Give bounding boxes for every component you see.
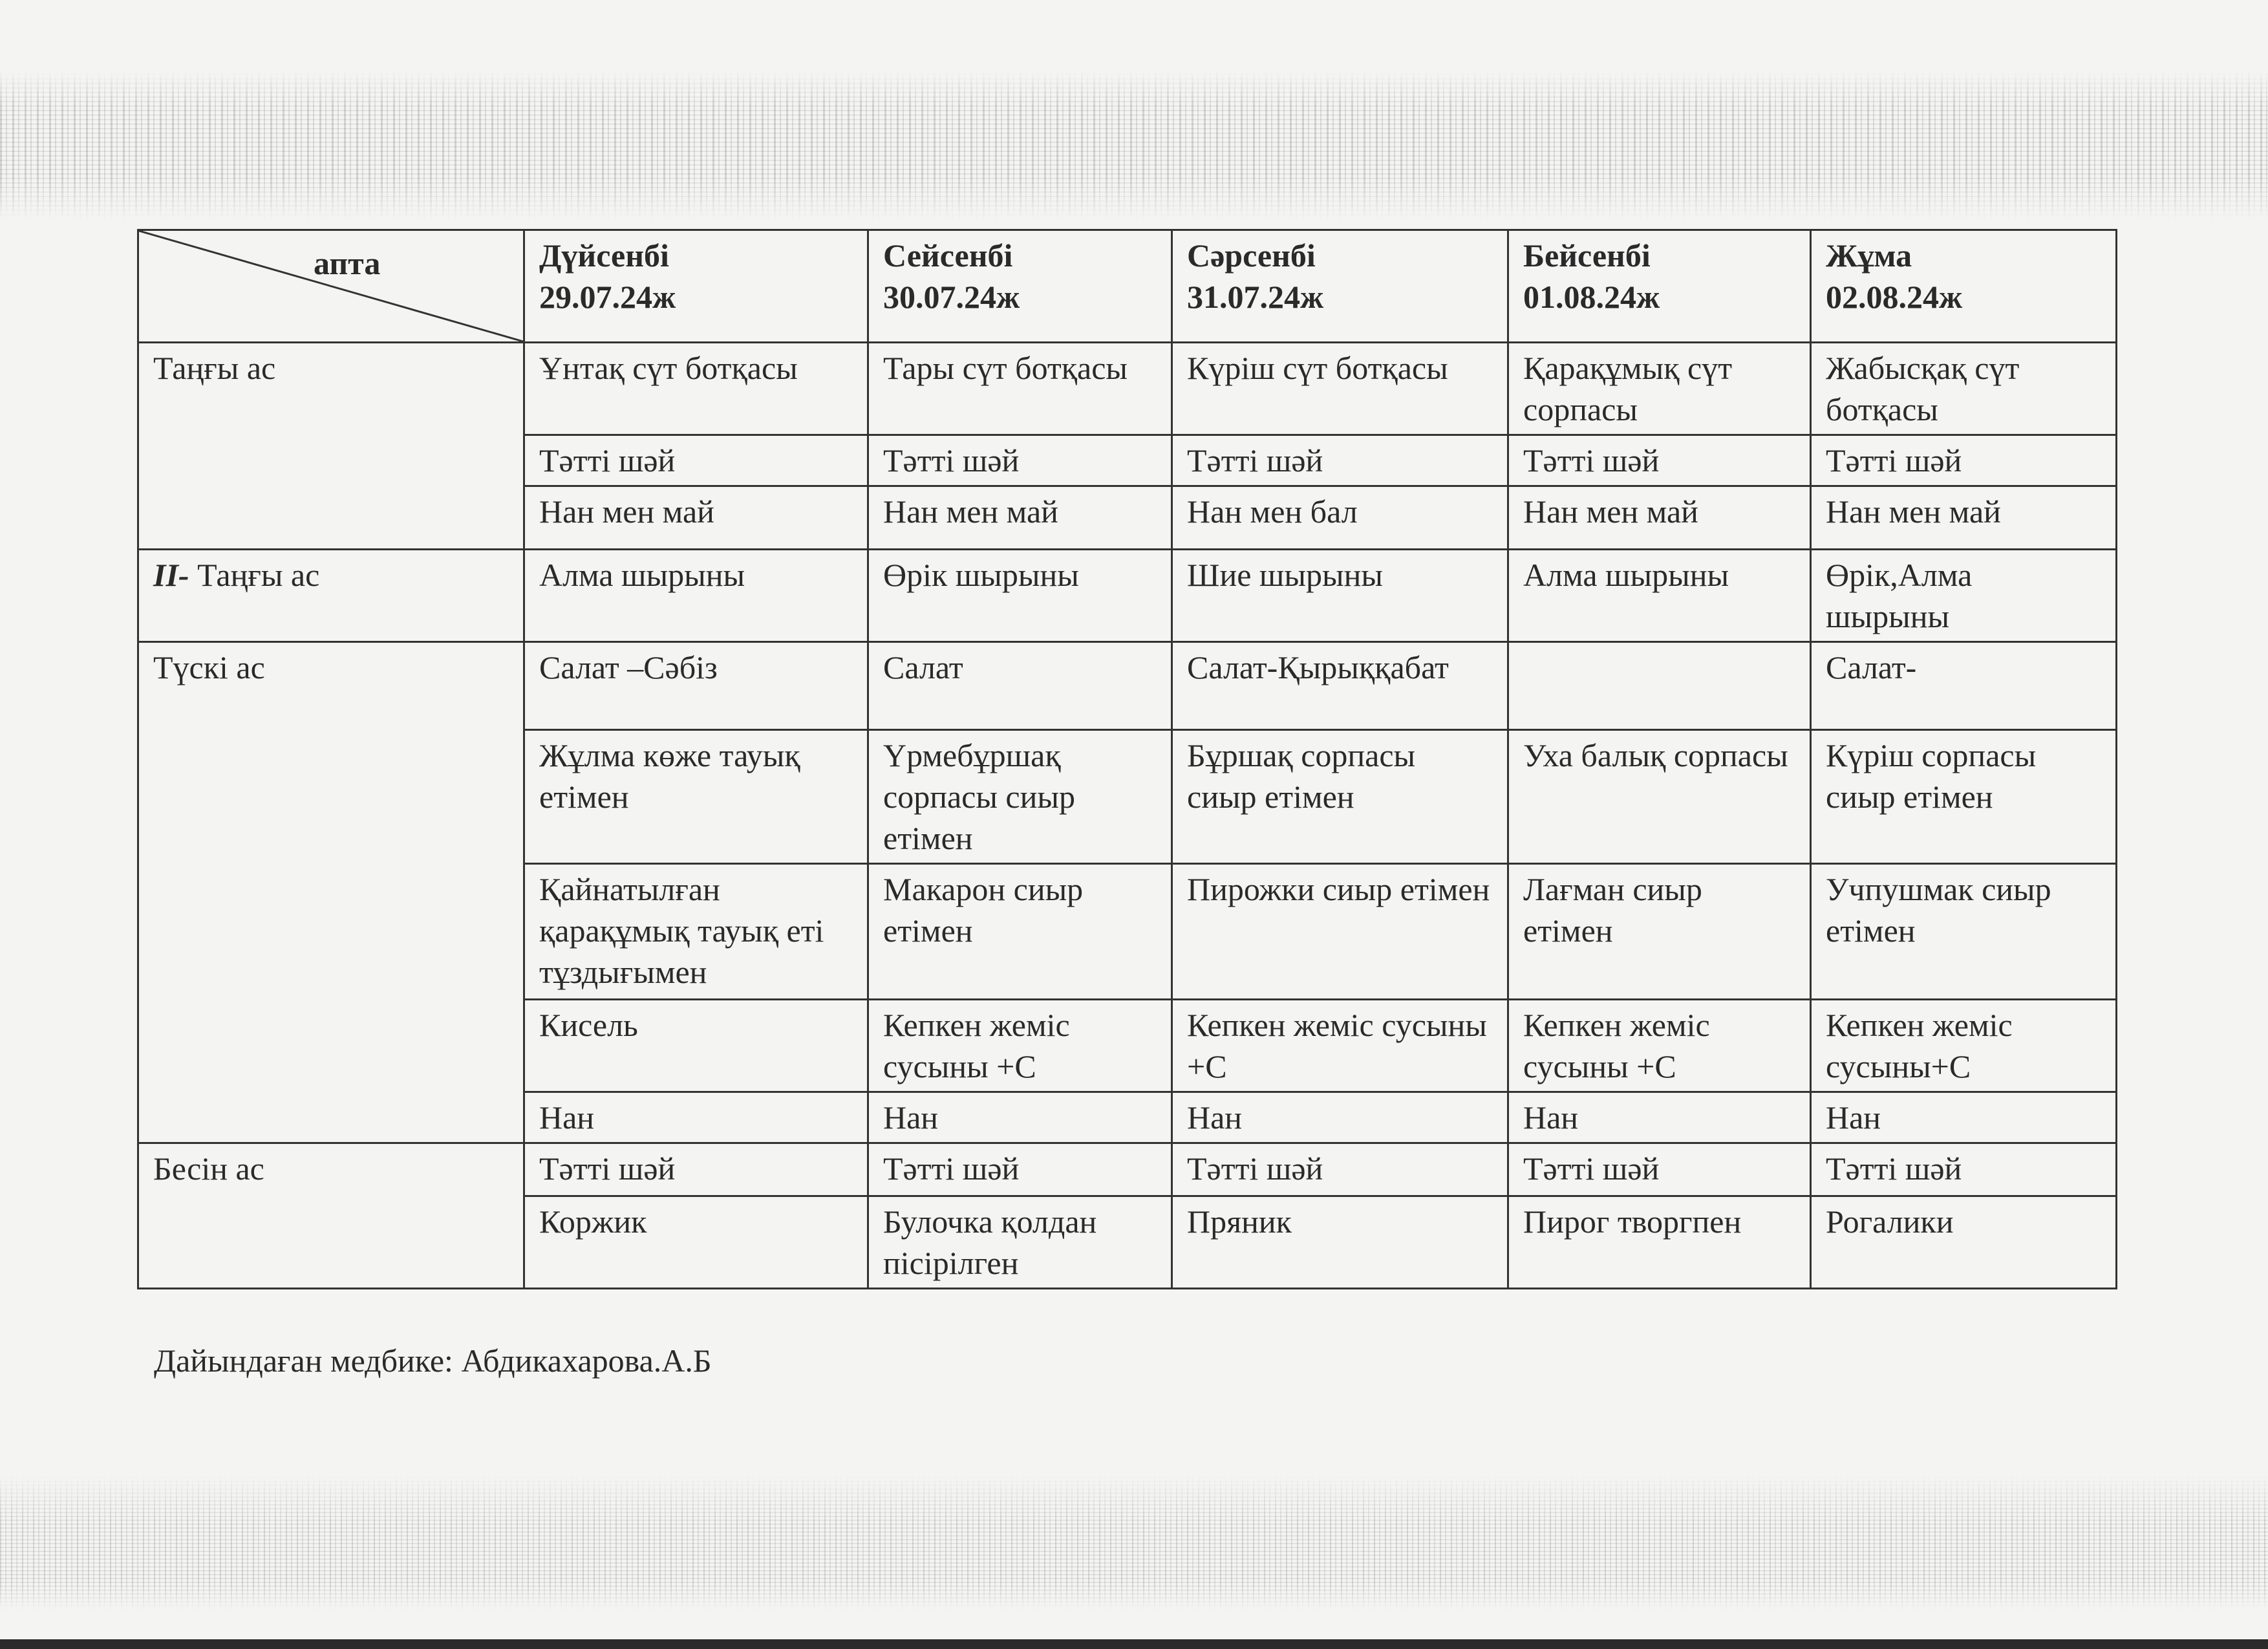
menu-cell (1508, 642, 1811, 730)
menu-cell: Тәтті шәй (868, 1143, 1172, 1196)
menu-cell: Тәтті шәй (524, 1143, 868, 1196)
menu-cell: Рогалики (1811, 1196, 2117, 1289)
menu-cell: Пирог творгпен (1508, 1196, 1811, 1289)
weekly-menu-table (137, 229, 2117, 1289)
menu-cell: Алма шырыны (524, 550, 868, 642)
week-label: апта (314, 245, 381, 281)
menu-cell: Нан (524, 1092, 868, 1143)
scan-noise-top (0, 71, 2268, 220)
day-name: Бейсенбі (1523, 237, 1651, 274)
meal-second-breakfast-label: Таңғы ас (189, 557, 320, 593)
day-date: 30.07.24ж (883, 279, 1020, 315)
table-row (138, 343, 2117, 435)
menu-cell: Салат (868, 642, 1172, 730)
menu-cell: Нан мен май (1508, 486, 1811, 550)
menu-cell: Тәтті шәй (1172, 435, 1508, 486)
day-date: 31.07.24ж (1187, 279, 1324, 315)
menu-cell: Тәтті шәй (524, 435, 868, 486)
meal-breakfast: Таңғы ас (138, 343, 524, 550)
roman-numeral: II- (153, 557, 189, 593)
menu-cell: Тәтті шәй (1508, 1143, 1811, 1196)
menu-cell: Өрік шырыны (868, 550, 1172, 642)
menu-cell: Макарон сиыр етімен (868, 864, 1172, 1000)
menu-cell: Кепкен жеміс сусыны +С (868, 1000, 1172, 1092)
meal-second-breakfast (138, 550, 524, 642)
menu-cell: Лағман сиыр етімен (1508, 864, 1811, 1000)
day-name: Дүйсенбі (539, 237, 669, 274)
menu-cell: Коржик (524, 1196, 868, 1289)
menu-cell: Булочка қолдан пісірілген (868, 1196, 1172, 1289)
table-row (138, 1143, 2117, 1196)
menu-cell: Уха балық сорпасы (1508, 730, 1811, 864)
day-name: Жұма (1826, 237, 1912, 274)
table-row (138, 642, 2117, 730)
menu-cell: Салат- (1811, 642, 2117, 730)
menu-cell: Тәтті шәй (1811, 435, 2117, 486)
day-date: 29.07.24ж (539, 279, 676, 315)
menu-cell: Тары сүт ботқасы (868, 343, 1172, 435)
header-corner-cell (138, 230, 524, 343)
menu-cell: Жабысқақ сүт ботқасы (1811, 343, 2117, 435)
menu-cell: Күріш сүт ботқасы (1172, 343, 1508, 435)
menu-cell: Тәтті шәй (1508, 435, 1811, 486)
scan-noise-bottom (0, 1474, 2268, 1610)
day-header-thursday (1508, 230, 1811, 343)
menu-cell: Қарақұмық сүт сорпасы (1508, 343, 1811, 435)
menu-cell: Нан мен май (524, 486, 868, 550)
menu-cell: Шие шырыны (1172, 550, 1508, 642)
menu-cell: Тәтті шәй (868, 435, 1172, 486)
menu-cell: Алма шырыны (1508, 550, 1811, 642)
menu-cell: Пирожки сиыр етімен (1172, 864, 1508, 1000)
scan-edge (0, 1639, 2268, 1649)
menu-cell: Кепкен жеміс сусыны +С (1508, 1000, 1811, 1092)
menu-cell: Нан (1508, 1092, 1811, 1143)
menu-cell: Үрмебұршақ сорпасы сиыр етімен (868, 730, 1172, 864)
menu-cell: Нан (1172, 1092, 1508, 1143)
menu-cell: Кепкен жеміс сусыны+С (1811, 1000, 2117, 1092)
menu-cell: Жұлма көже тауық етімен (524, 730, 868, 864)
menu-cell: Өрік,Алма шырыны (1811, 550, 2117, 642)
day-header-friday (1811, 230, 2117, 343)
day-name: Сәрсенбі (1187, 237, 1316, 274)
prepared-by-note: Дайындаған медбике: Абдикахарова.А.Б (154, 1342, 712, 1379)
day-date: 02.08.24ж (1826, 279, 1963, 315)
menu-cell: Пряник (1172, 1196, 1508, 1289)
menu-cell: Кепкен жеміс сусыны +С (1172, 1000, 1508, 1092)
day-header-tuesday (868, 230, 1172, 343)
menu-cell: Тәтті шәй (1811, 1143, 2117, 1196)
menu-cell: Бұршақ сорпасы сиыр етімен (1172, 730, 1508, 864)
meal-snack: Бесін ас (138, 1143, 524, 1289)
day-date: 01.08.24ж (1523, 279, 1660, 315)
day-header-monday (524, 230, 868, 343)
menu-cell: Күріш сорпасы сиыр етімен (1811, 730, 2117, 864)
menu-cell: Нан мен бал (1172, 486, 1508, 550)
day-header-wednesday (1172, 230, 1508, 343)
menu-cell: Нан (868, 1092, 1172, 1143)
menu-cell: Тәтті шәй (1172, 1143, 1508, 1196)
menu-cell: Ұнтақ сүт ботқасы (524, 343, 868, 435)
meal-lunch: Түскі ас (138, 642, 524, 1143)
menu-cell: Қайнатылған қарақұмық тауық еті тұздығымен (524, 864, 868, 1000)
header-row (138, 230, 2117, 343)
menu-cell: Нан (1811, 1092, 2117, 1143)
menu-cell: Салат-Қырыққабат (1172, 642, 1508, 730)
menu-cell: Салат –Сәбіз (524, 642, 868, 730)
table-row (138, 550, 2117, 642)
menu-cell: Нан мен май (1811, 486, 2117, 550)
menu-cell: Учпушмак сиыр етімен (1811, 864, 2117, 1000)
menu-cell: Кисель (524, 1000, 868, 1092)
menu-cell: Нан мен май (868, 486, 1172, 550)
day-name: Сейсенбі (883, 237, 1013, 274)
